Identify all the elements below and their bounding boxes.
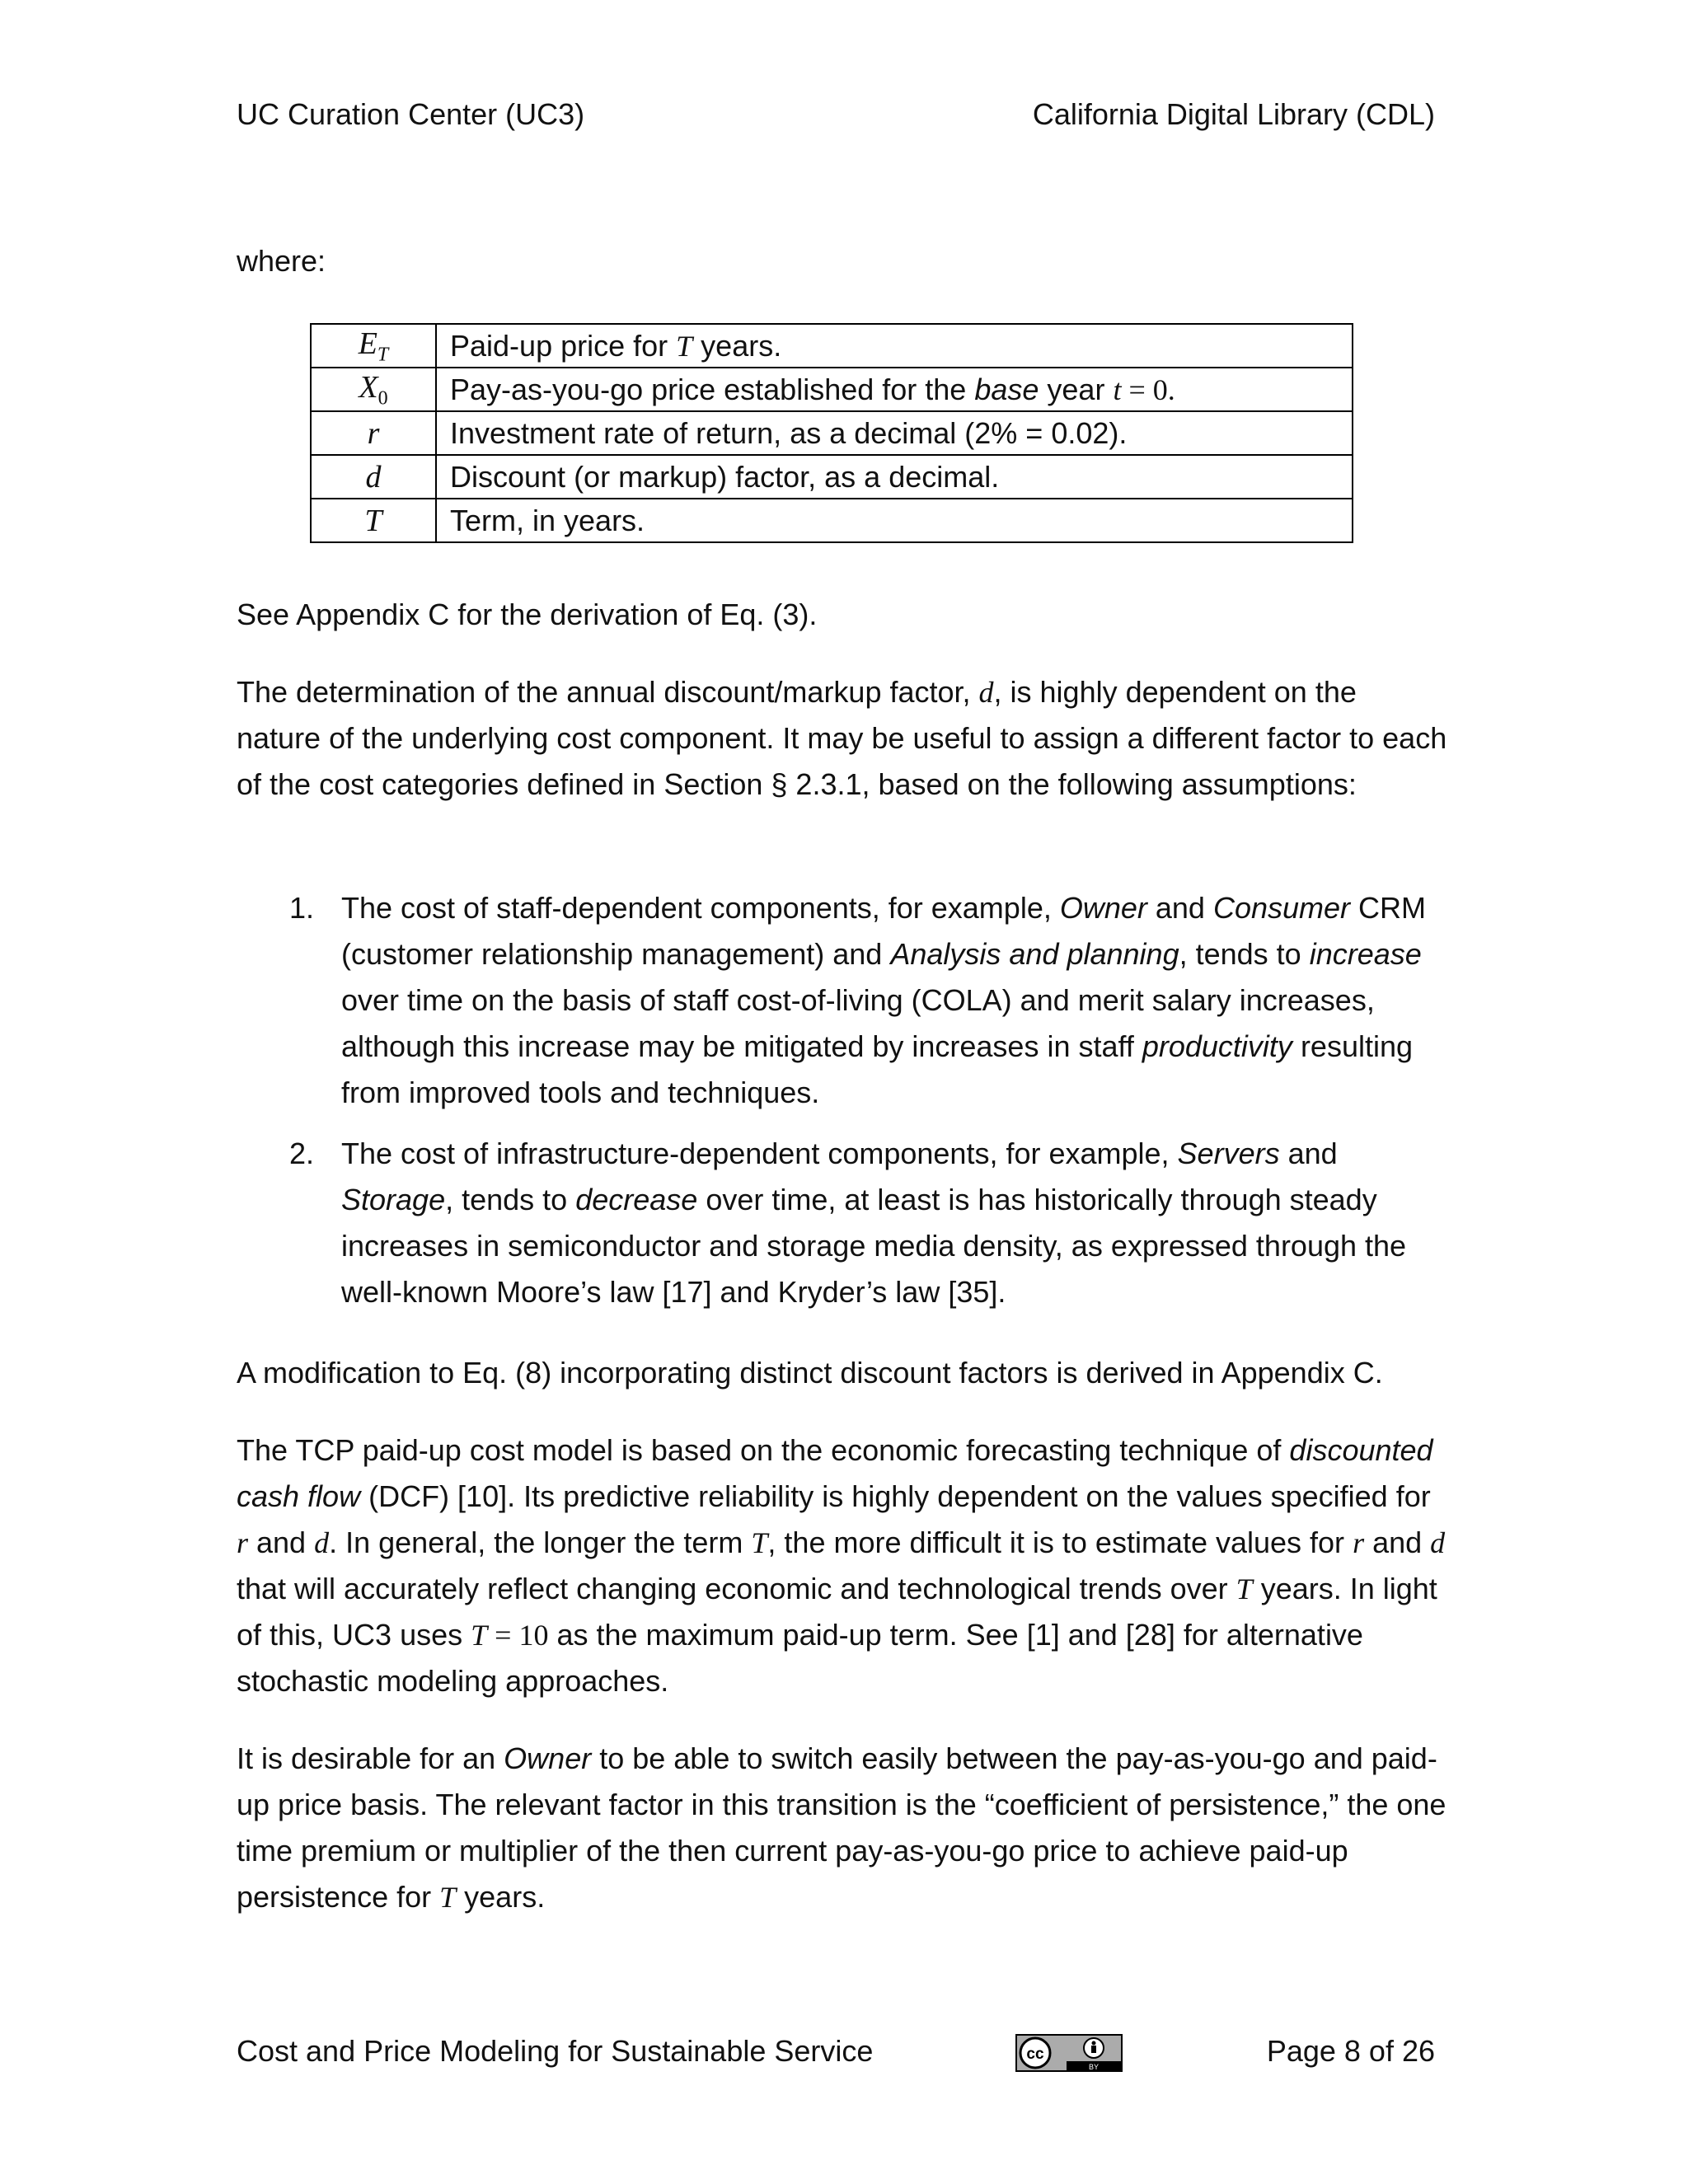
definition-cell: Pay-as-you-go price established for the base year t = 0.	[436, 368, 1353, 411]
assumptions-list	[237, 885, 1448, 1315]
table-row	[311, 324, 1353, 368]
table-row	[311, 499, 1353, 542]
table-row	[311, 455, 1353, 499]
list-number: 1.	[289, 891, 315, 925]
symbol-cell: $E_T$	[311, 324, 436, 368]
definition-cell: Term, in years.	[436, 499, 1353, 542]
determination-paragraph: The determination of the annual discount/markup factor, d, is highly dependent on the nature of the underlying cost component. It may be useful to assign a different factor to each of the cost categories defined in Section § 2.3.1, based on the following assumptions:	[237, 675, 1447, 801]
page-number: Page 8 of 26	[1266, 2034, 1435, 2068]
list-item: 2. The cost of infrastructure-dependent components, for example, Servers and Storage, tends to decrease over time, at least is has historically through steady increases in semiconductor and storage media density, as expressed through the well-known Moore’s law [17] and Kryder’s law [35].	[237, 1131, 1448, 1315]
list-number: 2.	[289, 1137, 315, 1170]
definition-cell: Paid-up price for T years.	[436, 324, 1353, 368]
symbol-cell: d	[311, 455, 436, 499]
variable-definitions-table	[310, 323, 1353, 543]
creative-commons-by-icon	[1015, 2034, 1123, 2072]
definition-cell: Investment rate of return, as a decimal (2% = 0.02).	[436, 411, 1353, 455]
license-label: cc	[1026, 2046, 1044, 2063]
header-library: California Digital Library (CDL)	[1032, 97, 1435, 131]
header-organization: UC Curation Center (UC3)	[237, 97, 585, 131]
symbol-cell: T	[311, 499, 436, 542]
license-by-label: BY	[1088, 2063, 1100, 2071]
footer-title: Cost and Price Modeling for Sustainable Service	[237, 2034, 874, 2068]
modification-paragraph: A modification to Eq. (8) incorporating distinct discount factors is derived in Appendix C.	[237, 1356, 1383, 1390]
definition-cell: Discount (or markup) factor, as a decimal.	[436, 455, 1353, 499]
symbol-cell: r	[311, 411, 436, 455]
appendix-paragraph: See Appendix C for the derivation of Eq. (3).	[237, 598, 818, 631]
where-label: where:	[237, 244, 326, 278]
table-row	[311, 368, 1353, 411]
table-row	[311, 411, 1353, 455]
list-item: 1. The cost of staff-dependent components, for example, Owner and Consumer CRM (customer relationship management) and Analysis and planning, tends to increase over time on the basis of staff cost-of-living (COLA) and merit salary increases, although this increase may be mitigated by increases in staff productivity resulting from improved tools and techniques.	[237, 885, 1448, 1116]
owner-paragraph: It is desirable for an Owner to be able to switch easily between the pay-as-you-go and paid-up price basis. The relevant factor in this transition is the “coefficient of persistence,” the one time premium or multiplier of the then current pay-as-you-go price to achieve paid-up persistence for T years.	[237, 1741, 1447, 1914]
symbol-cell: $X_0$	[311, 368, 436, 411]
tcp-model-paragraph: The TCP paid-up cost model is based on the economic forecasting technique of discounted cash flow (DCF) [10]. Its predictive reliability is highly dependent on the values specified for r and d. In general, the longer the term T, the more difficult it is to estimate values for r and d that will accurately reflect changing economic and technological trends over T years. In light of this, UC3 uses T = 10 as the maximum paid-up term. See [1] and [28] for alternative stochastic modeling approaches.	[237, 1433, 1446, 1698]
